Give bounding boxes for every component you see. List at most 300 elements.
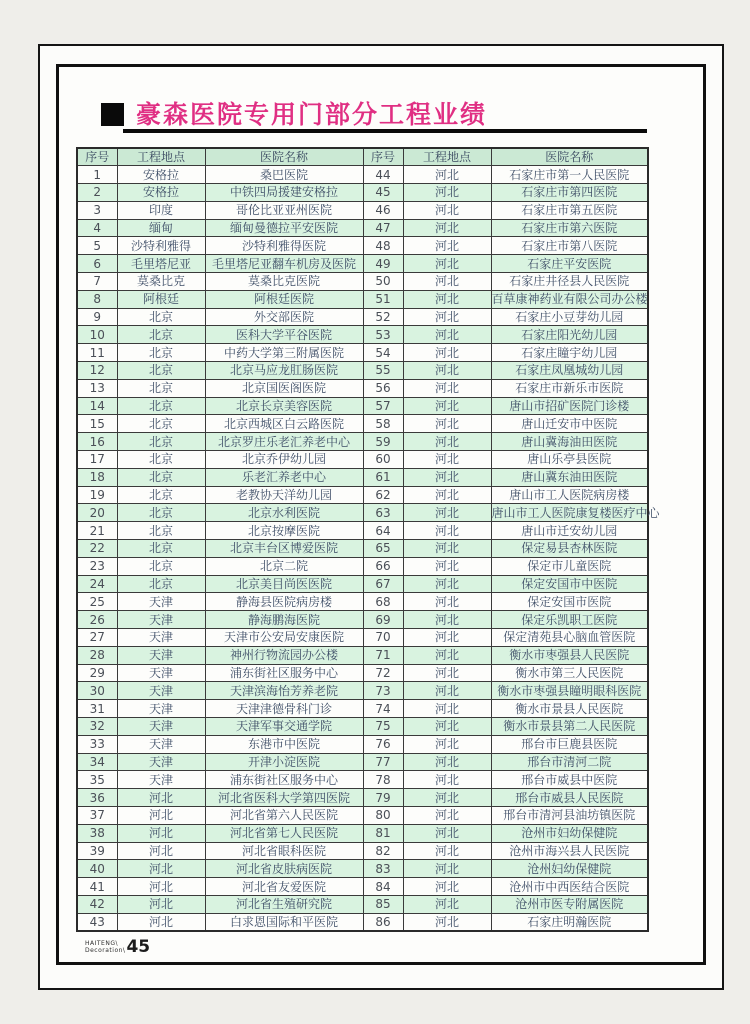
hospital-cell: 北京丰台区博爱医院 [205, 540, 363, 558]
table-row [77, 735, 648, 753]
table-row [77, 273, 648, 291]
row-number-cell: 56 [363, 379, 403, 397]
hospital-cell: 石家庄平安医院 [491, 255, 648, 273]
location-cell: 北京 [117, 344, 205, 362]
hospital-cell: 唐山冀东油田医院 [491, 468, 648, 486]
location-cell: 河北 [403, 860, 491, 878]
row-number-cell: 31 [77, 700, 117, 718]
hospital-cell: 河北省第七人民医院 [205, 824, 363, 842]
row-number-cell: 16 [77, 433, 117, 451]
table-row [77, 486, 648, 504]
hospital-cell: 河北省友爱医院 [205, 878, 363, 896]
hospital-cell: 浦东街社区服务中心 [205, 771, 363, 789]
location-cell: 河北 [403, 166, 491, 184]
location-cell: 河北 [403, 575, 491, 593]
table-row [77, 806, 648, 824]
row-number-cell: 2 [77, 184, 117, 202]
row-number-cell: 78 [363, 771, 403, 789]
location-cell: 河北 [117, 878, 205, 896]
hospital-cell: 静海县医院病房楼 [205, 593, 363, 611]
location-cell: 河北 [117, 895, 205, 913]
row-number-cell: 19 [77, 486, 117, 504]
table-row [77, 219, 648, 237]
location-cell: 河北 [403, 255, 491, 273]
hospital-cell: 保定安国市中医院 [491, 575, 648, 593]
row-number-cell: 57 [363, 397, 403, 415]
hospital-cell: 天津滨海怡芳养老院 [205, 682, 363, 700]
hospital-cell: 莫桑比克医院 [205, 273, 363, 291]
row-number-cell: 66 [363, 557, 403, 575]
row-number-cell: 67 [363, 575, 403, 593]
column-header: 工程地点 [117, 148, 205, 166]
row-number-cell: 47 [363, 219, 403, 237]
hospital-cell: 北京国医阁医院 [205, 379, 363, 397]
location-cell: 河北 [403, 771, 491, 789]
hospital-cell: 天津津德骨科门诊 [205, 700, 363, 718]
location-cell: 河北 [403, 379, 491, 397]
location-cell: 河北 [117, 789, 205, 807]
table-row [77, 397, 648, 415]
location-cell: 北京 [117, 308, 205, 326]
row-number-cell: 33 [77, 735, 117, 753]
table-row [77, 664, 648, 682]
row-number-cell: 35 [77, 771, 117, 789]
location-cell: 河北 [403, 735, 491, 753]
location-cell: 北京 [117, 575, 205, 593]
row-number-cell: 45 [363, 184, 403, 202]
page-footer [85, 937, 150, 957]
location-cell: 河北 [403, 593, 491, 611]
table-row [77, 379, 648, 397]
hospital-cell: 衡水市第三人民医院 [491, 664, 648, 682]
location-cell: 北京 [117, 486, 205, 504]
row-number-cell: 3 [77, 201, 117, 219]
table-row [77, 344, 648, 362]
row-number-cell: 70 [363, 629, 403, 647]
location-cell: 河北 [403, 700, 491, 718]
hospital-cell: 石家庄明瀚医院 [491, 913, 648, 931]
hospital-cell: 天津军事交通学院 [205, 718, 363, 736]
hospital-cell: 邢台市威县人民医院 [491, 789, 648, 807]
page-outer-frame [38, 44, 724, 990]
row-number-cell: 61 [363, 468, 403, 486]
location-cell: 天津 [117, 735, 205, 753]
row-number-cell: 44 [363, 166, 403, 184]
column-header: 医院名称 [491, 148, 648, 166]
hospital-cell: 北京长京美容医院 [205, 397, 363, 415]
location-cell: 河北 [403, 895, 491, 913]
row-number-cell: 42 [77, 895, 117, 913]
row-number-cell: 52 [363, 308, 403, 326]
table-row [77, 611, 648, 629]
row-number-cell: 6 [77, 255, 117, 273]
row-number-cell: 39 [77, 842, 117, 860]
hospital-cell: 中铁四局援建安格拉 [205, 184, 363, 202]
hospital-cell: 沧州妇幼保健院 [491, 860, 648, 878]
row-number-cell: 26 [77, 611, 117, 629]
hospital-cell: 邢台市清河二院 [491, 753, 648, 771]
row-number-cell: 23 [77, 557, 117, 575]
hospital-cell: 唐山市工人医院病房楼 [491, 486, 648, 504]
location-cell: 河北 [403, 789, 491, 807]
hospital-cell: 桑巴医院 [205, 166, 363, 184]
row-number-cell: 82 [363, 842, 403, 860]
row-number-cell: 15 [77, 415, 117, 433]
row-number-cell: 11 [77, 344, 117, 362]
hospital-cell: 保定易县杏林医院 [491, 540, 648, 558]
hospital-cell: 医科大学平谷医院 [205, 326, 363, 344]
brand-line2: Decoration\ [85, 947, 126, 954]
location-cell: 河北 [403, 824, 491, 842]
hospital-cell: 唐山市工人医院康复楼医疗中心 [491, 505, 660, 520]
location-cell: 北京 [117, 522, 205, 540]
hospital-cell: 沧州市医专附属医院 [491, 895, 648, 913]
hospital-cell: 乐老汇养老中心 [205, 468, 363, 486]
row-number-cell: 24 [77, 575, 117, 593]
location-cell: 河北 [403, 557, 491, 575]
row-number-cell: 28 [77, 646, 117, 664]
location-cell: 河北 [117, 806, 205, 824]
row-number-cell: 25 [77, 593, 117, 611]
row-number-cell: 48 [363, 237, 403, 255]
row-number-cell: 17 [77, 451, 117, 469]
location-cell: 河北 [403, 646, 491, 664]
location-cell: 北京 [117, 433, 205, 451]
hospital-cell: 北京水利医院 [205, 504, 363, 522]
hospital-cell: 北京按摩医院 [205, 522, 363, 540]
table-row [77, 593, 648, 611]
location-cell: 河北 [403, 201, 491, 219]
row-number-cell: 72 [363, 664, 403, 682]
row-number-cell: 69 [363, 611, 403, 629]
hospital-cell: 石家庄市第六医院 [491, 219, 648, 237]
hospital-cell: 衡水市景县人民医院 [491, 700, 648, 718]
hospital-cell: 唐山市招矿医院门诊楼 [491, 397, 648, 415]
table-row [77, 255, 648, 273]
hospital-cell: 中药大学第三附属医院 [205, 344, 363, 362]
table-row [77, 753, 648, 771]
hospital-cell: 河北省医科大学第四医院 [205, 789, 363, 807]
table-row [77, 860, 648, 878]
row-number-cell: 73 [363, 682, 403, 700]
hospital-cell: 石家庄瞳宇幼儿园 [491, 344, 648, 362]
hospital-cell: 邢台市巨鹿县医院 [491, 735, 648, 753]
title-underline-bar [123, 129, 647, 133]
hospital-cell: 唐山市迁安幼儿园 [491, 522, 648, 540]
table-row [77, 237, 648, 255]
location-cell: 河北 [117, 860, 205, 878]
hospital-cell: 北京西城区白云路医院 [205, 415, 363, 433]
location-cell: 北京 [117, 557, 205, 575]
table-row [77, 718, 648, 736]
table-row [77, 700, 648, 718]
row-number-cell: 9 [77, 308, 117, 326]
row-number-cell: 29 [77, 664, 117, 682]
location-cell: 安格拉 [117, 184, 205, 202]
table-row [77, 771, 648, 789]
row-number-cell: 77 [363, 753, 403, 771]
table-row [77, 308, 648, 326]
row-number-cell: 4 [77, 219, 117, 237]
row-number-cell: 43 [77, 913, 117, 931]
hospital-cell: 邢台市威县中医院 [491, 771, 648, 789]
table-row [77, 842, 648, 860]
hospital-cell: 河北省眼科医院 [205, 842, 363, 860]
table-row [77, 504, 648, 522]
brand-line1: HAITENG\ [85, 939, 119, 947]
hospital-cell: 衡水市枣强县人民医院 [491, 646, 648, 664]
location-cell: 河北 [403, 913, 491, 931]
hospital-cell: 邢台市清河县油坊镇医院 [491, 806, 648, 824]
table-row [77, 540, 648, 558]
column-header: 序号 [363, 148, 403, 166]
location-cell: 毛里塔尼亚 [117, 255, 205, 273]
hospital-cell: 静海鹏海医院 [205, 611, 363, 629]
table-row [77, 433, 648, 451]
hospital-cell: 保定乐凯职工医院 [491, 611, 648, 629]
hospital-cell: 哥伦比亚亚州医院 [205, 201, 363, 219]
table-row [77, 629, 648, 647]
hospital-cell: 石家庄阳光幼儿园 [491, 326, 648, 344]
table-row [77, 682, 648, 700]
location-cell: 河北 [403, 504, 491, 522]
location-cell: 河北 [403, 806, 491, 824]
location-cell: 阿根廷 [117, 290, 205, 308]
location-cell: 天津 [117, 771, 205, 789]
table-row [77, 824, 648, 842]
row-number-cell: 49 [363, 255, 403, 273]
table-row [77, 326, 648, 344]
table-row [77, 201, 648, 219]
table-row [77, 166, 648, 184]
table-row [77, 878, 648, 896]
row-number-cell: 36 [77, 789, 117, 807]
row-number-cell: 8 [77, 290, 117, 308]
row-number-cell: 63 [363, 504, 403, 522]
hospital-cell: 唐山乐亭县医院 [491, 451, 648, 469]
location-cell: 河北 [403, 664, 491, 682]
hospital-cell: 沧州市海兴县人民医院 [491, 842, 648, 860]
table-row [77, 789, 648, 807]
row-number-cell: 80 [363, 806, 403, 824]
title-square-bullet-icon [101, 103, 124, 126]
row-number-cell: 79 [363, 789, 403, 807]
hospital-cell: 沙特利雅得医院 [205, 237, 363, 255]
row-number-cell: 58 [363, 415, 403, 433]
row-number-cell: 53 [363, 326, 403, 344]
hospital-cell: 北京美目尚医医院 [205, 575, 363, 593]
location-cell: 北京 [117, 379, 205, 397]
page-title: 豪森医院专用门部分工程业绩 [136, 100, 488, 129]
location-cell: 天津 [117, 664, 205, 682]
hospital-cell: 白求恩国际和平医院 [205, 913, 363, 931]
location-cell: 河北 [117, 824, 205, 842]
hospital-cell: 保定市儿童医院 [491, 557, 648, 575]
hospital-cell: 阿根廷医院 [205, 290, 363, 308]
hospital-cell: 百草康神药业有限公司办公楼 [491, 292, 648, 307]
row-number-cell: 18 [77, 468, 117, 486]
row-number-cell: 20 [77, 504, 117, 522]
row-number-cell: 83 [363, 860, 403, 878]
row-number-cell: 34 [77, 753, 117, 771]
row-number-cell: 68 [363, 593, 403, 611]
row-number-cell: 46 [363, 201, 403, 219]
location-cell: 河北 [403, 629, 491, 647]
hospital-cell: 外交部医院 [205, 308, 363, 326]
hospital-cell: 北京马应龙肛肠医院 [205, 362, 363, 380]
hospital-cell: 石家庄凤凰城幼儿园 [491, 362, 648, 380]
row-number-cell: 60 [363, 451, 403, 469]
hospital-cell: 保定安国市医院 [491, 593, 648, 611]
location-cell: 河北 [403, 682, 491, 700]
hospital-cell: 浦东街社区服务中心 [205, 664, 363, 682]
hospital-cell: 北京罗庄乐老汇养老中心 [205, 433, 363, 451]
hospital-cell: 神州行物流园办公楼 [205, 646, 363, 664]
location-cell: 河北 [403, 219, 491, 237]
location-cell: 河北 [403, 415, 491, 433]
table-row [77, 522, 648, 540]
row-number-cell: 14 [77, 397, 117, 415]
hospital-cell: 东港市中医院 [205, 735, 363, 753]
brand-label [85, 940, 125, 954]
row-number-cell: 10 [77, 326, 117, 344]
row-number-cell: 65 [363, 540, 403, 558]
location-cell: 北京 [117, 362, 205, 380]
hospital-cell: 天津市公安局安康医院 [205, 629, 363, 647]
location-cell: 河北 [403, 362, 491, 380]
location-cell: 天津 [117, 629, 205, 647]
hospital-cell: 石家庄井径县人民医院 [491, 273, 648, 291]
row-number-cell: 75 [363, 718, 403, 736]
location-cell: 天津 [117, 646, 205, 664]
table-row [77, 415, 648, 433]
location-cell: 河北 [403, 842, 491, 860]
page-number: 45 [126, 937, 151, 957]
hospital-cell: 衡水市枣强县瞳明眼科医院 [491, 682, 648, 700]
row-number-cell: 55 [363, 362, 403, 380]
location-cell: 河北 [403, 611, 491, 629]
row-number-cell: 22 [77, 540, 117, 558]
location-cell: 河北 [403, 290, 491, 308]
location-cell: 缅甸 [117, 219, 205, 237]
row-number-cell: 86 [363, 913, 403, 931]
table-row [77, 557, 648, 575]
row-number-cell: 76 [363, 735, 403, 753]
column-header: 工程地点 [403, 148, 491, 166]
table-row [77, 451, 648, 469]
location-cell: 河北 [403, 486, 491, 504]
table-row [77, 184, 648, 202]
column-header: 医院名称 [205, 148, 363, 166]
location-cell: 河北 [403, 522, 491, 540]
row-number-cell: 5 [77, 237, 117, 255]
achievements-table [76, 147, 660, 932]
location-cell: 河北 [403, 718, 491, 736]
table-row [77, 468, 648, 486]
location-cell: 莫桑比克 [117, 273, 205, 291]
location-cell: 北京 [117, 468, 205, 486]
hospital-cell: 河北省生殖研究院 [205, 895, 363, 913]
row-number-cell: 71 [363, 646, 403, 664]
hospital-cell: 石家庄市第四医院 [491, 184, 648, 202]
hospital-cell: 保定清苑县心脑血管医院 [491, 629, 648, 647]
hospital-cell: 石家庄市第一人民医院 [491, 166, 648, 184]
hospital-cell: 石家庄市第五医院 [491, 201, 648, 219]
location-cell: 安格拉 [117, 166, 205, 184]
location-cell: 河北 [403, 344, 491, 362]
location-cell: 河北 [403, 451, 491, 469]
hospital-cell: 石家庄市新乐市医院 [491, 379, 648, 397]
row-number-cell: 32 [77, 718, 117, 736]
hospital-cell: 北京乔伊幼儿园 [205, 451, 363, 469]
location-cell: 天津 [117, 753, 205, 771]
row-number-cell: 40 [77, 860, 117, 878]
location-cell: 河北 [403, 397, 491, 415]
row-number-cell: 84 [363, 878, 403, 896]
row-number-cell: 13 [77, 379, 117, 397]
location-cell: 天津 [117, 700, 205, 718]
table-row [77, 913, 648, 931]
location-cell: 北京 [117, 397, 205, 415]
location-cell: 天津 [117, 611, 205, 629]
row-number-cell: 50 [363, 273, 403, 291]
hospital-cell: 衡水市景县第二人民医院 [491, 718, 648, 736]
table-row [77, 362, 648, 380]
row-number-cell: 37 [77, 806, 117, 824]
location-cell: 沙特利雅得 [117, 237, 205, 255]
hospital-cell: 毛里塔尼亚翻车机房及医院 [205, 255, 363, 273]
table-row [77, 575, 648, 593]
row-number-cell: 81 [363, 824, 403, 842]
location-cell: 北京 [117, 451, 205, 469]
location-cell: 河北 [117, 913, 205, 931]
location-cell: 河北 [403, 184, 491, 202]
location-cell: 河北 [403, 540, 491, 558]
row-number-cell: 64 [363, 522, 403, 540]
location-cell: 河北 [403, 273, 491, 291]
location-cell: 天津 [117, 682, 205, 700]
row-number-cell: 62 [363, 486, 403, 504]
table-row [77, 895, 648, 913]
location-cell: 天津 [117, 593, 205, 611]
column-header: 序号 [77, 148, 117, 166]
hospital-cell: 石家庄市第八医院 [491, 237, 648, 255]
location-cell: 河北 [403, 878, 491, 896]
hospital-cell: 沧州市中西医结合医院 [491, 878, 648, 896]
row-number-cell: 54 [363, 344, 403, 362]
hospital-cell: 河北省皮肤病医院 [205, 860, 363, 878]
location-cell: 河北 [403, 468, 491, 486]
table-row [77, 646, 648, 664]
row-number-cell: 27 [77, 629, 117, 647]
location-cell: 河北 [403, 433, 491, 451]
location-cell: 印度 [117, 201, 205, 219]
hospital-cell: 石家庄小豆芽幼儿园 [491, 308, 648, 326]
row-number-cell: 21 [77, 522, 117, 540]
hospital-cell: 老教协天洋幼儿园 [205, 486, 363, 504]
table-row [77, 290, 648, 308]
hospital-cell: 沧州市妇幼保健院 [491, 824, 648, 842]
row-number-cell: 74 [363, 700, 403, 718]
row-number-cell: 30 [77, 682, 117, 700]
row-number-cell: 12 [77, 362, 117, 380]
page-inner-frame [56, 64, 706, 965]
row-number-cell: 38 [77, 824, 117, 842]
location-cell: 北京 [117, 326, 205, 344]
row-number-cell: 41 [77, 878, 117, 896]
hospital-cell: 河北省第六人民医院 [205, 806, 363, 824]
hospital-cell: 开津小淀医院 [205, 753, 363, 771]
